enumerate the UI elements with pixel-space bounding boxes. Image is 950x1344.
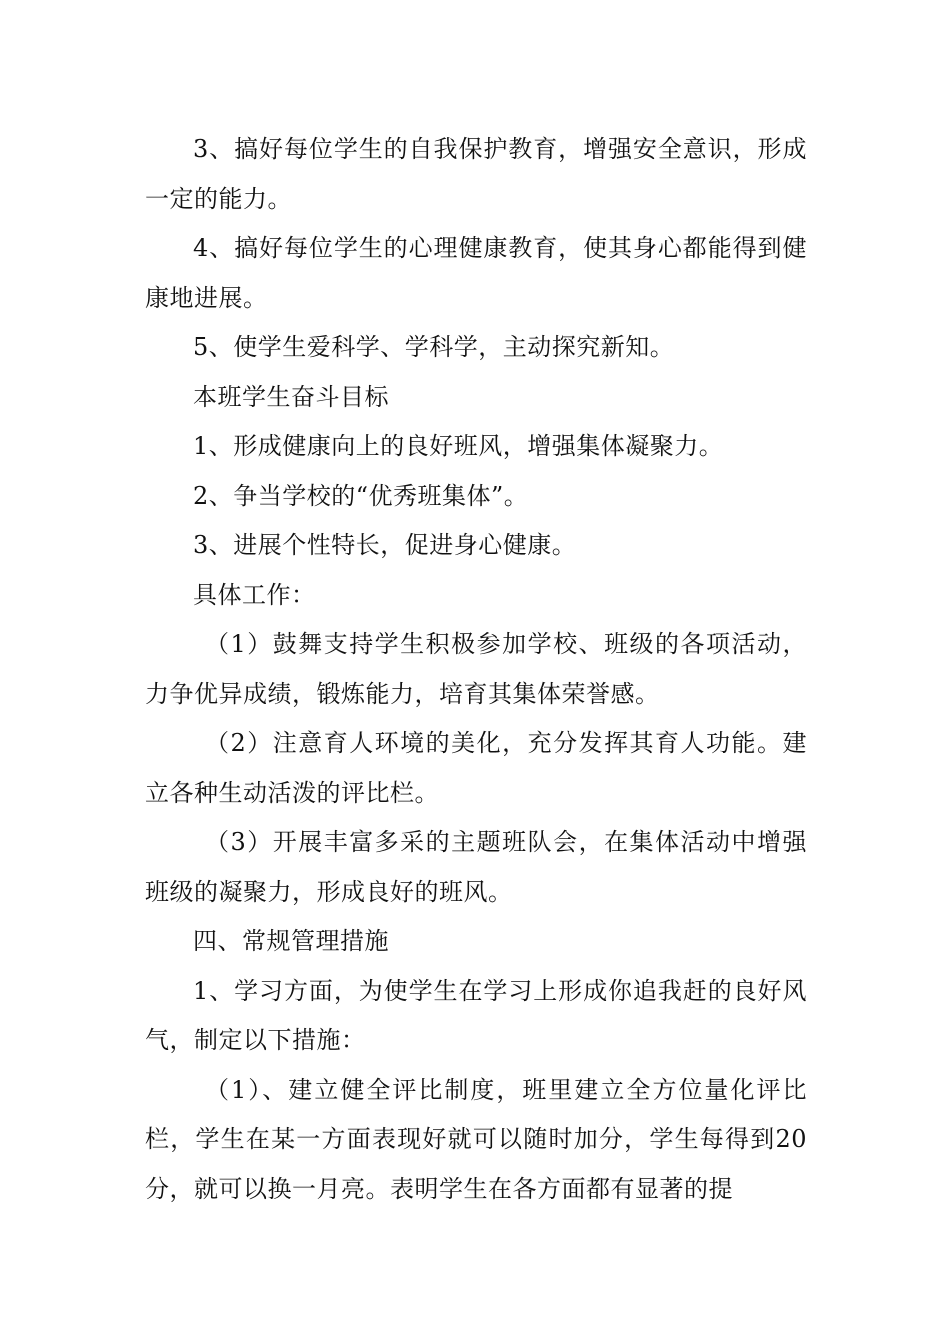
- paragraph-self-protection: 3、搞好每位学生的自我保护教育，增强安全意识，形成一定的能力。: [145, 135, 807, 213]
- paragraph-love-science: 5、使学生爱科学、学科学，主动探究新知。: [193, 333, 675, 361]
- paragraph-goal-3: 3、进展个性特长，促进身心健康。: [193, 531, 577, 559]
- document-page: [145, 125, 807, 1214]
- paragraph-goal-2: 2、争当学校的“优秀班集体”。: [193, 481, 529, 510]
- paragraph-goal-1: 1、形成健康向上的良好班风，增强集体凝聚力。: [193, 432, 724, 460]
- paragraph-work-1: （1）鼓舞支持学生积极参加学校、班级的各项活动，力争优异成绩，锻炼能力，培育其集体荣誉感。: [145, 630, 807, 708]
- paragraph-study-measures: 1、学习方面，为使学生在学习上形成你追我赶的良好风气，制定以下措施：: [145, 976, 807, 1054]
- section-heading-management-measures: 四、常规管理措施: [193, 927, 389, 955]
- paragraph-work-2: （2）注意育人环境的美化，充分发挥其育人功能。建立各种生动活泼的评比栏。: [145, 729, 807, 807]
- paragraph-evaluation-system: （1）、建立健全评比制度，班里建立全方位量化评比栏，学生在某一方面表现好就可以随时加分，学生每得到20分，就可以换一月亮。表明学生在各方面都有显著的提: [145, 1075, 807, 1203]
- section-heading-class-goals: 本班学生奋斗目标: [193, 382, 389, 411]
- paragraph-mental-health: 4、搞好每位学生的心理健康教育，使其身心都能得到健康地进展。: [145, 234, 807, 312]
- paragraph-work-3: （3）开展丰富多采的主题班队会，在集体活动中增强班级的凝聚力，形成良好的班风。: [145, 828, 807, 906]
- section-heading-specific-work: 具体工作：: [193, 580, 316, 609]
